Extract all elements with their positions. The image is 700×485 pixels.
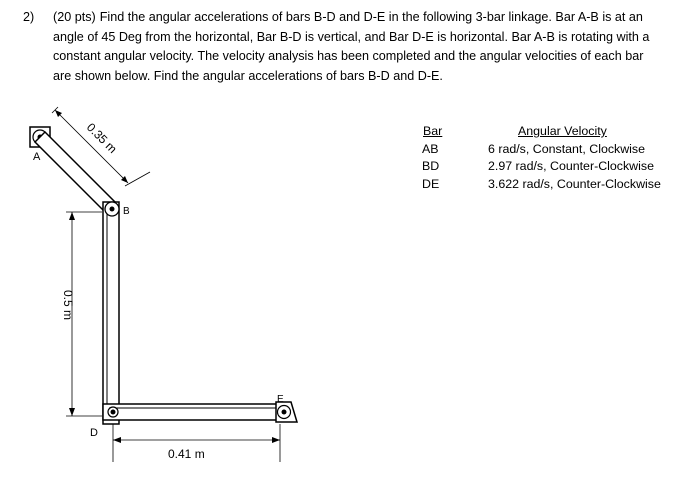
velocity-cell: 2.97 rad/s, Counter-Clockwise [488,159,654,174]
velocity-cell: 3.622 rad/s, Counter-Clockwise [488,176,661,191]
bar-de [103,404,283,420]
problem-number: 2) [23,10,35,24]
pivot-e [276,402,297,422]
problem-text: Find the angular accelerations of bars B-D and D-E in the following 3-bar linkage. Bar A-B is at an angle of 45 Deg from the horizontal, Bar B-D is vertical, and Bar D-E is horizontal. Bar A-B is rotating with a constant angular velocity. The velocity analysis has been completed and the angular velocities of each bar are shown below. Find the angular accelerations of bars B-D and D-E. [53,10,650,83]
pin-b [105,202,119,216]
label-b: B [123,206,130,217]
label-a: A [33,151,41,163]
dimension-de-label: 0.41 m [168,447,205,461]
pin-d [108,407,118,417]
bar-cell: DE [422,176,440,191]
bar-column-header: Bar [423,124,443,138]
label-d: D [90,427,98,439]
problem-points: (20 pts) [53,10,96,24]
bar-bd [103,202,119,424]
velocity-column-header: Angular Velocity [518,124,607,138]
velocity-cell: 6 rad/s, Constant, Clockwise [488,141,646,156]
dimension-bd-label: 0.5 m [61,290,75,321]
label-e: E [277,394,284,405]
bar-cell: AB [422,141,439,156]
bar-cell: BD [422,159,440,174]
dimension-ab-label: 0.35 m [83,120,120,157]
